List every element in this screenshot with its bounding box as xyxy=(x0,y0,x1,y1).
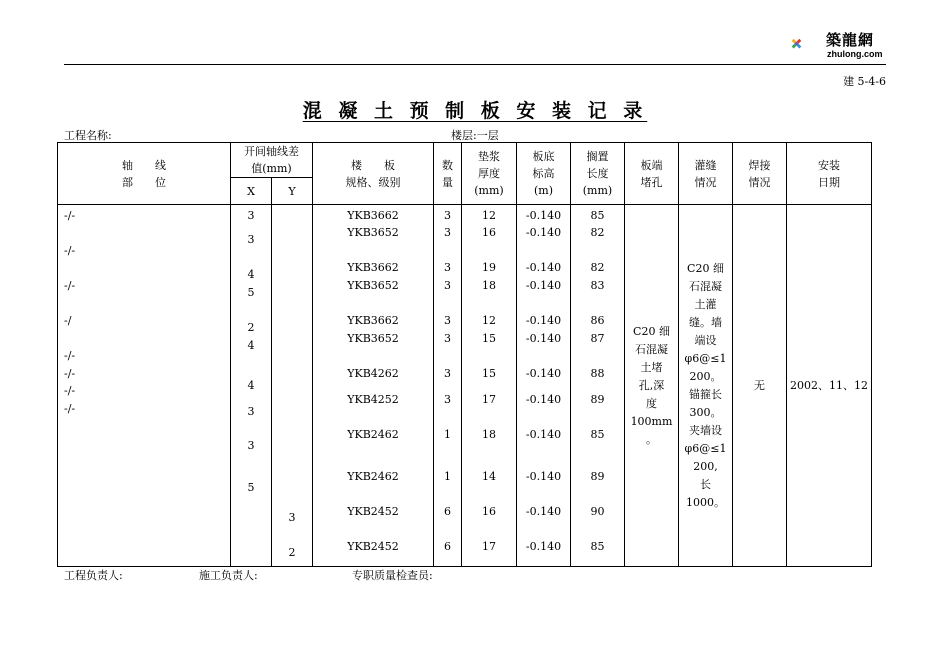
plug-line: 100mm xyxy=(630,414,673,428)
y-column xyxy=(272,205,312,566)
slab-qty: 3 xyxy=(444,209,451,222)
axis-mark: -/- xyxy=(64,402,76,415)
mortar-thickness: 18 xyxy=(482,428,496,441)
header-axis: 轴 线 部 位 xyxy=(58,143,231,205)
header-bearing: 搁置 长度 (mm) xyxy=(571,143,625,205)
bottom-elevation: -0.140 xyxy=(525,470,562,483)
grout-line: φ6@≤1 xyxy=(684,351,727,365)
bearing-length: 86 xyxy=(590,314,605,327)
slab-spec: YKB3662 xyxy=(347,209,399,222)
bottom-elevation: -0.140 xyxy=(525,428,562,441)
x-offset-value: 4 xyxy=(247,339,255,352)
header-y: Y xyxy=(272,178,313,205)
slab-spec: YKB4252 xyxy=(347,393,399,406)
slab-qty: 1 xyxy=(444,428,451,441)
header-x: X xyxy=(231,178,272,205)
logo-url: zhulong.com xyxy=(827,49,883,59)
bearing-length: 82 xyxy=(590,261,605,274)
plug-description xyxy=(625,323,678,449)
bearing-length: 88 xyxy=(590,367,605,380)
grout-line: 缝。墙 xyxy=(689,315,722,329)
grout-line: 锚箍长 xyxy=(689,387,722,401)
bearing-length: 89 xyxy=(590,470,605,483)
bottom-elevation: -0.140 xyxy=(525,393,562,406)
header-divider xyxy=(64,64,886,65)
project-name-label: 工程名称: xyxy=(64,129,112,142)
slab-spec: YKB2452 xyxy=(347,540,399,553)
slab-qty: 3 xyxy=(444,279,451,292)
mortar-thickness: 14 xyxy=(482,470,496,483)
mortar-column xyxy=(462,205,516,566)
bearing-length: 82 xyxy=(590,226,605,239)
x-offset-value: 3 xyxy=(247,405,255,418)
inspector-label: 专职质量检查员: xyxy=(352,569,433,582)
installation-record-table xyxy=(57,142,872,567)
bearing-length: 85 xyxy=(590,540,605,553)
axis-mark: -/ xyxy=(64,314,72,327)
grout-line: 夹墙设 xyxy=(689,423,722,437)
bottom-elevation: -0.140 xyxy=(525,226,562,239)
x-offset-value: 3 xyxy=(247,439,255,452)
axis-mark: -/- xyxy=(64,384,76,397)
elevation-column xyxy=(517,205,570,566)
slab-spec: YKB3652 xyxy=(347,279,399,292)
bottom-elevation: -0.140 xyxy=(525,261,562,274)
x-offset-value: 5 xyxy=(247,286,255,299)
x-offset-value: 3 xyxy=(247,209,255,222)
header-grout: 灌缝 情况 xyxy=(679,143,733,205)
plug-line: 土堵 xyxy=(640,360,663,374)
weld-value: 无 xyxy=(733,205,787,567)
header-plug: 板端 堵孔 xyxy=(625,143,679,205)
mortar-thickness: 18 xyxy=(482,279,496,292)
title-text: 混 凝 土 预 制 板 安 装 记 录 xyxy=(302,100,648,122)
header-mortar: 垫浆 厚度 (mm) xyxy=(462,143,517,205)
grout-description xyxy=(679,260,732,512)
bottom-elevation: -0.140 xyxy=(525,279,562,292)
grout-line: C20 细 xyxy=(687,261,724,275)
bottom-elevation: -0.140 xyxy=(525,540,562,553)
slab-spec: YKB2462 xyxy=(347,428,399,441)
logo-name: 築龍網 xyxy=(826,31,875,49)
slab-qty: 6 xyxy=(444,540,451,553)
plug-line: 度 xyxy=(646,396,657,410)
project-lead-label: 工程负责人: xyxy=(64,569,123,582)
bottom-elevation: -0.140 xyxy=(525,332,562,345)
slab-spec: YKB3662 xyxy=(347,314,399,327)
mortar-thickness: 17 xyxy=(482,540,496,553)
plug-line: 孔,深 xyxy=(638,378,665,392)
slab-qty: 3 xyxy=(444,261,451,274)
x-offset-value: 2 xyxy=(247,321,255,334)
grout-line: 300。 xyxy=(689,405,722,419)
slab-qty: 3 xyxy=(444,332,451,345)
qty-column xyxy=(434,205,461,566)
bearing-column xyxy=(571,205,624,566)
bearing-length: 85 xyxy=(590,209,605,222)
grout-line: 端设 xyxy=(694,333,717,347)
grout-line: φ6@≤1 xyxy=(684,441,727,455)
header-offset: 开间轴线差 值(mm) xyxy=(231,143,313,178)
grout-line: 200。 xyxy=(689,369,722,383)
bearing-length: 83 xyxy=(590,279,605,292)
zhulong-logo xyxy=(790,26,826,62)
floor-label: 楼层:一层 xyxy=(451,129,499,142)
plug-line: C20 细 xyxy=(633,324,670,338)
slab-qty: 3 xyxy=(444,393,451,406)
slab-qty: 3 xyxy=(444,314,451,327)
header-date: 安装 日期 xyxy=(787,143,872,205)
slab-spec: YKB3652 xyxy=(347,332,399,345)
axis-column xyxy=(58,205,230,566)
grout-line: 土灌 xyxy=(694,297,717,311)
mortar-thickness: 15 xyxy=(482,367,496,380)
bottom-elevation: -0.140 xyxy=(525,314,562,327)
grout-line: 1000。 xyxy=(686,495,725,509)
axis-mark: -/- xyxy=(64,209,76,222)
mortar-thickness: 12 xyxy=(482,209,496,222)
slab-qty: 6 xyxy=(444,505,451,518)
mortar-thickness: 15 xyxy=(482,332,496,345)
page-title xyxy=(0,96,950,123)
slab-spec: YKB2462 xyxy=(347,470,399,483)
plug-line: 石混凝 xyxy=(635,342,668,356)
bottom-elevation: -0.140 xyxy=(525,505,562,518)
document-code: 建 5-4-6 xyxy=(843,75,886,88)
slab-spec: YKB3652 xyxy=(347,226,399,239)
axis-mark: -/- xyxy=(64,244,76,257)
x-offset-value: 5 xyxy=(247,481,255,494)
construction-lead-label: 施工负责人: xyxy=(199,569,258,582)
mortar-thickness: 12 xyxy=(482,314,496,327)
header-weld: 焊接 情况 xyxy=(733,143,787,205)
bottom-elevation: -0.140 xyxy=(525,367,562,380)
axis-mark: -/- xyxy=(64,279,76,292)
mortar-thickness: 16 xyxy=(482,505,496,518)
bearing-length: 85 xyxy=(590,428,605,441)
slab-spec: YKB2452 xyxy=(347,505,399,518)
header-elevation: 板底 标高 (m) xyxy=(517,143,571,205)
bearing-length: 89 xyxy=(590,393,605,406)
install-date: 2002、11、12 xyxy=(787,205,872,567)
spec-column xyxy=(313,205,433,566)
header-spec: 楼 板 规格、级别 xyxy=(313,143,434,205)
axis-mark: -/- xyxy=(64,349,76,362)
bottom-elevation: -0.140 xyxy=(525,209,562,222)
y-offset-value: 3 xyxy=(288,511,296,524)
slab-spec: YKB3662 xyxy=(347,261,399,274)
mortar-thickness: 17 xyxy=(482,393,496,406)
plug-line: 。 xyxy=(646,432,657,446)
mortar-thickness: 19 xyxy=(482,261,496,274)
grout-line: 长 xyxy=(700,477,711,491)
mortar-thickness: 16 xyxy=(482,226,496,239)
slab-qty: 3 xyxy=(444,226,451,239)
y-offset-value: 2 xyxy=(288,546,296,559)
bearing-length: 90 xyxy=(590,505,605,518)
header-qty: 数 量 xyxy=(434,143,462,205)
grout-line: 石混凝 xyxy=(689,279,722,293)
bearing-length: 87 xyxy=(590,332,605,345)
slab-qty: 3 xyxy=(444,367,451,380)
x-offset-value: 4 xyxy=(247,379,255,392)
axis-mark: -/- xyxy=(64,367,76,380)
x-column xyxy=(231,205,271,566)
slab-qty: 1 xyxy=(444,470,451,483)
x-offset-value: 4 xyxy=(247,268,255,281)
slab-spec: YKB4262 xyxy=(347,367,399,380)
x-offset-value: 3 xyxy=(247,233,255,246)
grout-line: 200, xyxy=(693,459,718,473)
